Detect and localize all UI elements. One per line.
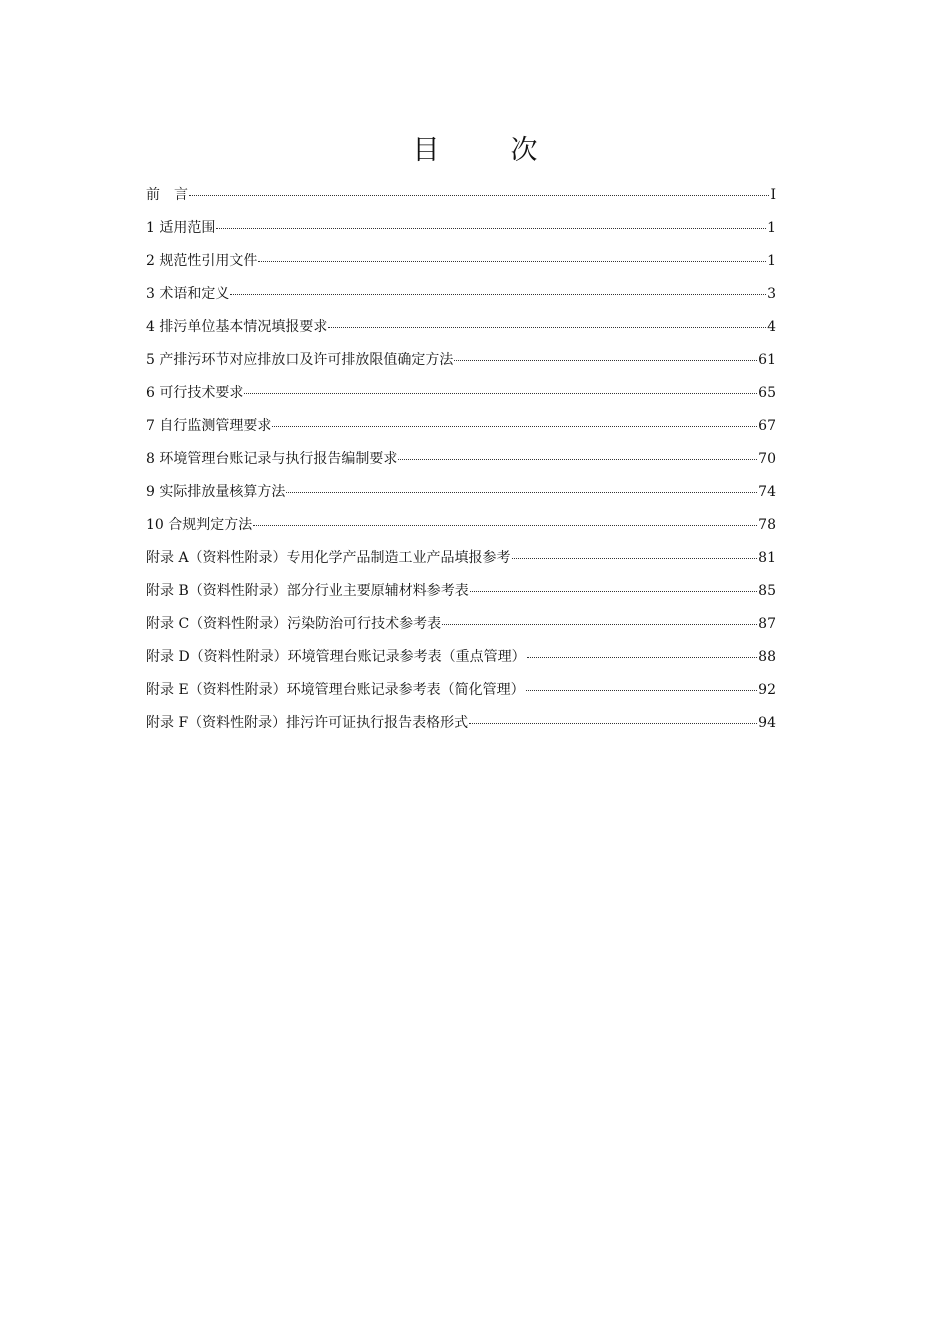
dot-leader (189, 195, 769, 196)
toc-entry-page: 92 (758, 682, 776, 698)
dot-leader (469, 723, 757, 724)
toc-entry-label: 7 自行监测管理要求 (146, 418, 272, 434)
toc-entry[interactable] (146, 283, 776, 316)
toc-entry[interactable] (146, 613, 776, 646)
toc-entry-label: 2 规范性引用文件 (146, 253, 258, 269)
toc-entry[interactable] (146, 712, 776, 745)
toc-entry-page: 87 (758, 616, 776, 632)
toc-entry[interactable] (146, 316, 776, 349)
dot-leader (454, 360, 757, 361)
toc-entry-label: 附录 D（资料性附录）环境管理台账记录参考表（重点管理） (146, 649, 526, 665)
toc-entry-page: 67 (758, 418, 776, 434)
toc-entry-page: 70 (758, 451, 776, 467)
dot-leader (286, 492, 757, 493)
toc-entry-page: 1 (767, 220, 776, 236)
dot-leader (398, 459, 757, 460)
toc-entry-page: 81 (758, 550, 776, 566)
toc-entry-label: 6 可行技术要求 (146, 385, 244, 401)
toc-entry[interactable] (146, 382, 776, 415)
toc-entry-label: 5 产排污环节对应排放口及许可排放限值确定方法 (146, 352, 454, 368)
toc-entry-page: 78 (758, 517, 776, 533)
toc-entry-page: 85 (758, 583, 776, 599)
toc-entry-label: 附录 C（资料性附录）污染防治可行技术参考表 (146, 616, 442, 632)
dot-leader (328, 327, 766, 328)
toc-entry[interactable] (146, 448, 776, 481)
toc-entry-label: 10 合规判定方法 (146, 517, 253, 533)
toc-entry[interactable] (146, 217, 776, 250)
toc-entry-label: 附录 E（资料性附录）环境管理台账记录参考表（简化管理） (146, 682, 525, 698)
dot-leader (526, 690, 758, 691)
toc-entry-label: 9 实际排放量核算方法 (146, 484, 286, 500)
dot-leader (272, 426, 757, 427)
toc-entry-page: 3 (767, 286, 776, 302)
toc-entry-label: 1 适用范围 (146, 220, 216, 236)
toc-entry-page: 61 (758, 352, 776, 368)
dot-leader (244, 393, 757, 394)
toc-entry[interactable] (146, 481, 776, 514)
toc-entry[interactable] (146, 679, 776, 712)
dot-leader (470, 591, 757, 592)
dot-leader (258, 261, 766, 262)
toc-entry-label: 3 术语和定义 (146, 286, 230, 302)
toc-entry[interactable] (146, 580, 776, 613)
toc-entry-page: 65 (758, 385, 776, 401)
toc-entry[interactable] (146, 514, 776, 547)
toc-entry-page: 4 (767, 319, 776, 335)
toc-list (146, 184, 776, 745)
dot-leader (442, 624, 757, 625)
dot-leader (216, 228, 766, 229)
dot-leader (253, 525, 757, 526)
toc-entry-page: I (770, 187, 776, 203)
toc-entry[interactable] (146, 184, 776, 217)
dot-leader (527, 657, 757, 658)
toc-entry[interactable] (146, 646, 776, 679)
toc-entry[interactable] (146, 547, 776, 580)
toc-entry-label: 附录 B（资料性附录）部分行业主要原辅材料参考表 (146, 583, 469, 599)
toc-entry-label: 4 排污单位基本情况填报要求 (146, 319, 328, 335)
toc-entry-label: 前 言 (146, 187, 188, 203)
toc-title: 目 次 (412, 135, 560, 166)
dot-leader (512, 558, 758, 559)
toc-entry[interactable] (146, 349, 776, 382)
toc-entry-page: 1 (767, 253, 776, 269)
toc-entry-label: 附录 A（资料性附录）专用化学产品制造工业产品填报参考 (146, 550, 511, 566)
dot-leader (230, 294, 766, 295)
toc-entry-page: 88 (758, 649, 776, 665)
toc-entry-label: 8 环境管理台账记录与执行报告编制要求 (146, 451, 398, 467)
toc-entry-label: 附录 F（资料性附录）排污许可证执行报告表格形式 (146, 715, 469, 731)
toc-entry-page: 74 (758, 484, 776, 500)
toc-entry[interactable] (146, 415, 776, 448)
toc-entry[interactable] (146, 250, 776, 283)
toc-entry-page: 94 (758, 715, 776, 731)
